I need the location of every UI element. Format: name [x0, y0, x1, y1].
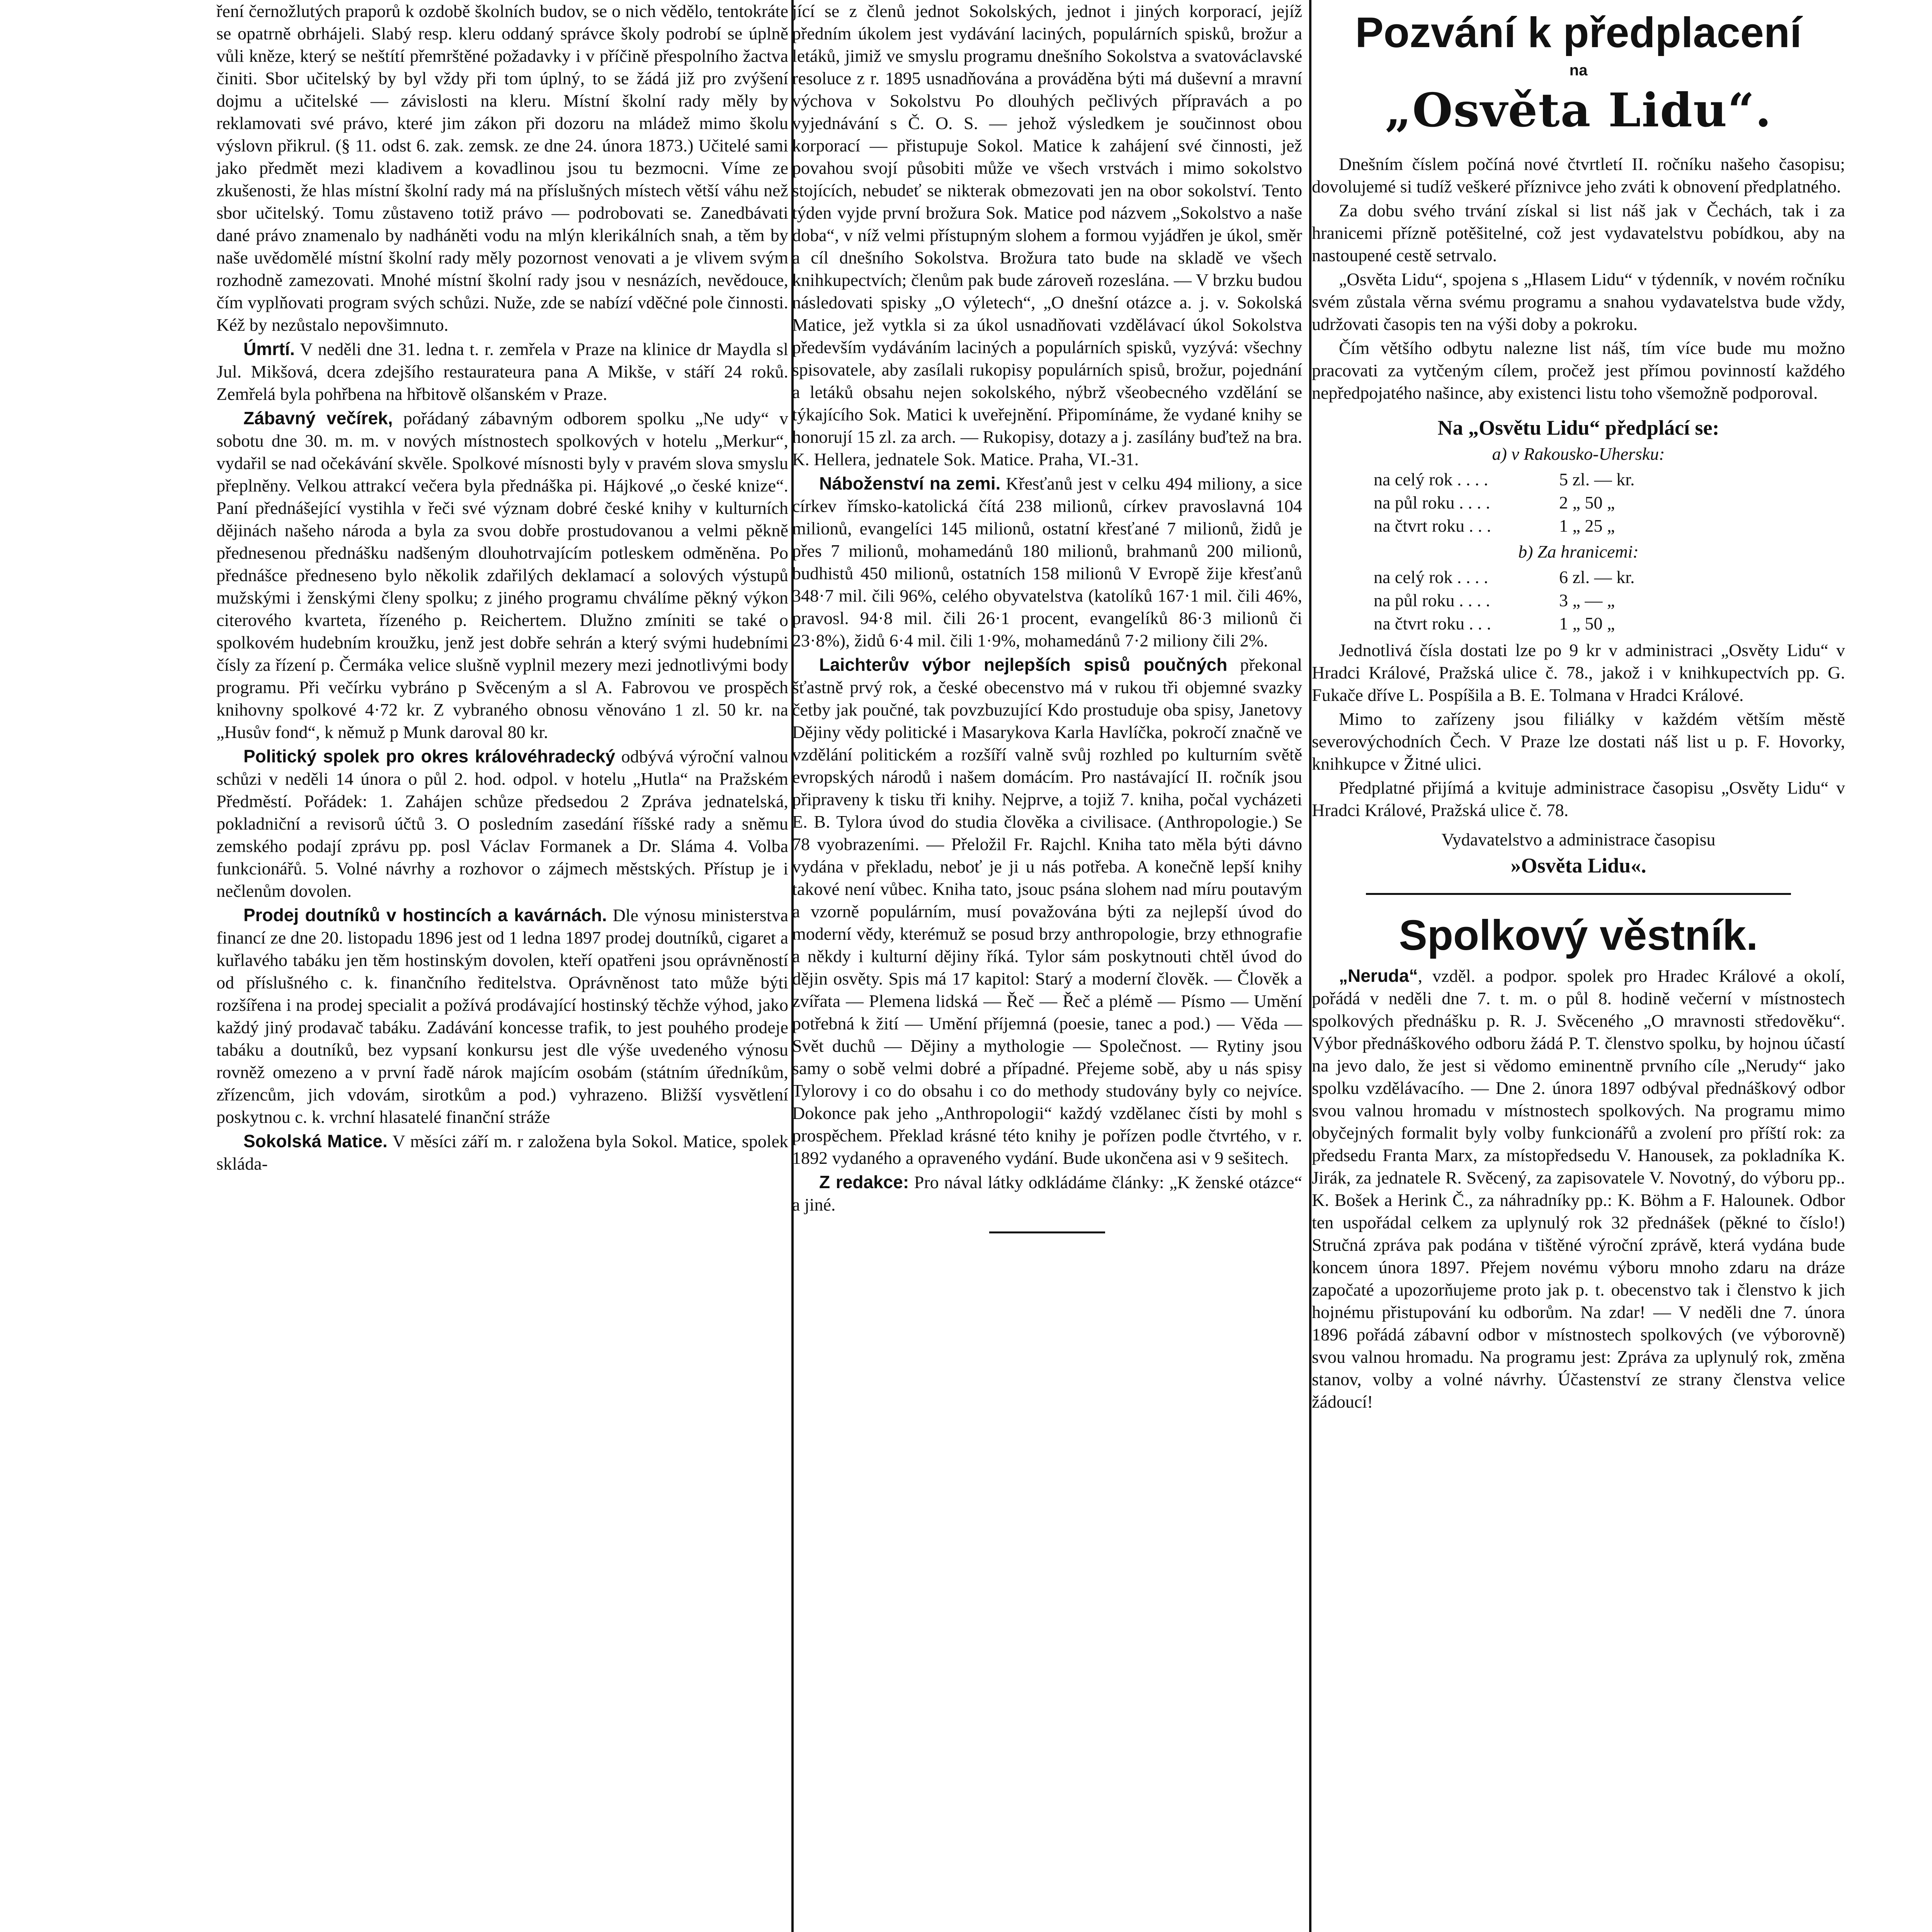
heading-laichter: Laichterův výbor nejlepších spisů poučných: [819, 655, 1228, 675]
article-vecirek: [216, 407, 788, 743]
heading-spolek: Politický spolek pro okres královéhradecký: [243, 746, 616, 766]
price-value: 2 „ 50 „: [1559, 493, 1615, 512]
price-row: [1312, 566, 1845, 589]
heading-neruda: „Neruda“: [1339, 966, 1418, 986]
article-umrti: [216, 338, 788, 405]
heading-redakce: Z redakce:: [819, 1172, 909, 1192]
price-list-abroad: [1312, 566, 1845, 635]
price-row: [1312, 514, 1845, 537]
price-row: [1312, 612, 1845, 635]
article-matice-continued: jící se z členů jednot Sokolských, jednot i jiných korporací, jejíž předním úkolem jest vydávání laciných, populárních spisků, brožur a letáků, jimiž ve smyslu programu dnešního Sokolstva a svatováclavské resoluce z r. 1895 usnadňována a prováděna býti má duševní a mravní výchova v Sokolstvu Po dlouhých pečlivých přípravách a po vyjednávání s Č. O. S. — jehož výsledkem je součinnost obou korporací — přistupuje Sokol. Matice k zahájení své činnosti, jež povahou svojí působiti může ve všech vrstvách i mimo sokolstvo stojících, nebudeť se nikterak obmezovati jen na obor sokolství. Tento týden vyjde první brožura Sok. Matice pod názvem „Sokolstvo a naše doba“, v níž velmi přístupným slohem a formou vyjádřen je úkol, směr a cíl dnešního Sokolstva. Brožura tato bude na skladě ve všech knihkupectvích; členům pak bude zároveň rozeslána. — V brzku budou následovati spisky „O výletech“, „O dnešní otázce a. j. v. Sokolská Matice, jež vytkla si za úkol usnadňovati vzdělávací úkol Sokolstva především vydáváním laciných a populárních spisků, vyzývá: všechny spisovatele, aby zasílali rukopisy populárních spisů, brožur, pojednání a letáků obsahu nejen sokolského, nýbrž všeobecného vzdělání se týkajícího Sok. Matici k uveřejnění. Připomínáme, že vydané knihy se honorují 15 zl. za arch. — Rukopisy, dotazy a j. zasílány buďtež na bra. K. Hellera, jednatele Sok. Matice. Praha, VI.-31.: [792, 1, 1302, 469]
publisher-name: »Osvěta Lidu«.: [1510, 854, 1646, 877]
text-nabozenstvi: Křesťanů jest v celku 494 miliony, a sice církev římsko-katolická čítá 238 milionů, církev pravoslavná 104 milionů, evangelíci 145 milionů, ostatní křesťané 7 milionů, židů je přes 7 milionů, mohamedánů 180 milionů, brahmanů 200 milionů, budhistů 450 milionů, ostatních 158 milionů V Evropě žije křesťanů 348·7 mil. čili 96%, celého obyvatelstva (katolíků 167·1 mil. čili 46%, pravosl. 94·8 mil. čili 26·1 procent, evangelíků 86·3 milionů či 23·8%), židů 6·4 mil. čili 1·9%, mohamedánů 7·2 miliony čili 2%.: [792, 474, 1302, 650]
heading-umrti: Úmrtí.: [243, 339, 295, 359]
price-label: na půl roku . . . .: [1374, 493, 1490, 512]
text-neruda: , vzděl. a podpor. spolek pro Hradec Králové a okolí, pořádá v neděli dne 7. t. m. o půl 8. hodině večerní v místnostech spolkových přednášku p. R. J. Svěceného „O mravnosti středověku“. Výbor přednáškového odboru žádá P. T. členstvo spolku, by hojnou účastí na jevo dalo, že jest si vědomo eminentně prvního cíle „Nerudy“ jako spolku vzdělávacího. — Dne 2. února 1897 odbýval přednáškový odbor svou valnou hromadu v místnostech spolkových. Na programu mimo obyčejných formalit byly volby funkcionářů a zvolení pro příští rok: za předsedu Franta Marx, za místopředsedu V. Hanousek, za pokladníka K. Jirák, za jednatele R. Svěcený, za zapisovatele V. Novotný, do výboru pp.. K. Bošek a Herink Č., za náhradníky pp.: K. Böhm a F. Halounek. Odbor ten uspořádal celkem za uplynulý rok 32 přednášek (pěkné to číslo!) Stručná zpráva pak podána v tištěné výroční zprávě, která vydána bude koncem února 1897. Přejem novému výboru mnoho zdaru na dráze započaté a upozorňujeme proto jak p. t. obecenstvo tak i členstvo k jich hojnému přistupování ku odborům. Na zdar! — V neděli dne 7. února 1896 pořádá zábavní odbor v místnostech spolkových (ve výborovně) svou valnou hromadu. Na programu jest: Zpráva za uplynulý rok, změna stanov, volby a volné návrhy. Účastenství ze strany členstva velice žádoucí!: [1312, 966, 1845, 1412]
text-spolek: odbývá výroční valnou schůzi v neděli 14 února o půl 2. hod. odpol. v hotelu „Hutla“ na Pražském Předměstí. Pořádek: 1. Zahájen schůze předsedou 2 Zpráva jednatelská, pokladniční a revisorů účtů 3. O posledním zasedání říšské rady a sněmu zemského podají zprávu pp. posl Václav Formanek a Dr. Sláma 4. Volba funkcionářů. 5. Volné návrhy a rozhovor o zájmech městských. Přístup je i nečlenům dovolen.: [216, 747, 789, 901]
heading-vestnik: Spolkový věstník.: [1399, 912, 1758, 959]
article-nabozenstvi: [792, 472, 1302, 652]
column-middle: [792, 0, 1302, 1249]
publisher-line: Vydavatelstvo a administrace časopisu: [1441, 830, 1716, 849]
price-row: [1312, 589, 1845, 612]
price-value: 3 „ — „: [1559, 590, 1615, 610]
price-label: na půl roku . . . .: [1374, 590, 1490, 610]
price-value: 6 zl. — kr.: [1559, 567, 1635, 587]
invitation-paragraph: „Osvěta Lidu“, spojena s „Hlasem Lidu“ v týdenník, v novém ročníku svém zůstala věrna svému programu a snahou vydavatelstva bude vždy, udržovati časopis ten na výši doby a pokroku.: [1312, 269, 1845, 334]
article-doutniky: [216, 904, 788, 1128]
invitation-paragraph: Jednotlivá čísla dostati lze po 9 kr v administraci „Osvěty Lidu“ v Hradci Králové, Pražská ulice č. 78., jakož i v knihkupectvích pp. G. Fukače dříve L. Pospíšila a B. E. Tolmana v Hradci Králové.: [1312, 640, 1845, 705]
heading-vecirek: Zábavný večírek,: [243, 408, 393, 428]
text-umrti: V neděli dne 31. ledna t. r. zemřela v Praze na klinice dr Maydla sl Jul. Mikšová, dcera zdejšího restaurateura pana A Mikše, v stáří 24 roků. Zemřelá byla pohřbena na hřbitově olšanském v Praze.: [216, 339, 789, 404]
price-row: [1312, 491, 1845, 514]
column-right: [1312, 0, 1845, 1415]
heading-matice: Sokolská Matice.: [243, 1131, 388, 1151]
price-value: 1 „ 50 „: [1559, 614, 1615, 633]
text-vecirek: pořádaný zábavným odborem spolku „Ne udy“ v sobotu dne 30. m. m. v nových místnostech spolkových v hotelu „Merkur“, vydařil se nad očekávání skvěle. Spolkové mísnosti byly v pravém slova smyslu přeplněny. Velkou attrakcí večera byla přednáška pi. Hájkové „o české knize“. Paní přednášející vystihla v řeči své význam dobré české knihy v kulturních dějinách našeho národa a byla za svou dobře prostudovanou a velmi pěkně přednesenou přednášku nadšeným dlouhotrvajícím potleskem odměněna. Po přednášce předneseno bylo několik zdařilých deklamací a solových výstupů mužskými i ženskými členy spolku; z jiného programu chválíme pěkný výkon citerového kvarteta, řízeného p. Reichertem. Dlužno zmíniti se také o spolkovém hudebním kroužku, jenž jest dobře sehrán a který svými hudebními čísly za řízení p. Čermáka velice slušně vyplnil mezery mezi jednotlivými body programu. Při večírku vybráno p Svěceným a sl A. Fabrovou ve prospěch knihovny spolkové 4·72 kr. Z vybraného obnosu věnováno 1 zl. 50 kr. na „Husův fond“, k němuž p Munk daroval 80 kr.: [216, 408, 788, 742]
price-value: 1 „ 25 „: [1559, 516, 1615, 536]
article-redakce: [792, 1171, 1302, 1216]
subscription-heading: Na „Osvětu Lidu“ předplácí se:: [1437, 416, 1719, 439]
invitation-paragraph: Čím většího odbytu nalezne list náš, tím více bude mu možno pracovati za vytčeným cílem, pročež jest přímou povinností každého nepředpojatého našince, aby existenci listu toho všemožně podporoval.: [1312, 338, 1845, 403]
divider-line: [1366, 893, 1791, 895]
column-left: [216, 0, 788, 1177]
masthead-title: „Osvěta Lidu“.: [1384, 83, 1772, 138]
price-row: [1312, 468, 1845, 491]
article-spolek: [216, 745, 788, 902]
article-matice: [216, 1130, 788, 1175]
price-label: na celý rok . . . .: [1374, 469, 1488, 489]
heading-doutniky: Prodej doutníků v hostincích a kavárnách.: [243, 905, 607, 925]
price-value: 5 zl. — kr.: [1559, 469, 1635, 489]
column-divider: [1309, 0, 1311, 1932]
invitation-paragraph: Předplatné přijímá a kvituje administrace časopisu „Osvěty Lidu“ v Hradci Králové, Pražská ulice č. 78.: [1312, 778, 1845, 820]
price-label: na celý rok . . . .: [1374, 567, 1488, 587]
text-doutniky: Dle výnosu ministerstva financí ze dne 20. listopadu 1896 jest od 1 ledna 1897 prodej doutníků, cigaret a kuřlavého tabáku jen těm hostinským dovolen, kteří opatřeni jsou oprávněností od příslušného c. k. finančního ředitelstva. Oprávněnost tato může býti rozšířena i na prodej specialit a požívá prodávající hostinský těchže výhod, jako každý jiný prodavač tabáku. Zadávání koncesse trafik, to jest pouhého prodeje tabáku a doutníků, bez vypsaní konkursu jest dle výše uvedeného výnosu rovněž omezeno a v první řadě nárok majícím osobám (státním úředníkům, zřízencům, jich vdovám, sirotkům a pod.) vyhrazeno. Bližší vysvětlení poskytnou c. k. vrchní hlasatelé finanční stráže: [216, 905, 788, 1127]
text-laichter: překonal šťastně prvý rok, a české obecenstvo má v rukou tři objemné svazky četby jak poučné, tak povzbuzující Kdo prostuduje oba spisy, Janetovy Dějiny vědy politické i Masarykova Karla Havlíčka, pokročí značně ve vzdělání politickém a rozšíří valně svůj rozhled po kulturním světě evropských národů i našem domácím. Pro nastávající II. ročník jsou připraveny k tisku tři knihy. Nejprve, a tojiž 7. kniha, počal vycházeti E. B. Tylora úvod do studia člověka a civilisace. (Anthropologie.) Se 78 vyobrazeními. — Přeložil Fr. Rajchl. Kniha tato měla býti dávno vydána v překladu, neboť je ji u nás potřeba. A konečně lepší knihy takové není vůbec. Kniha tato, jsouc psána slohem nad míru poutavým a vzorně populárním, musí považována býti za nejlepší úvod do moderní vědy, kterémuž se posud brzy anthropologie, brzy ethnografie a někdy i kulturní dějiny říká. Tylor sám poskytnouti chtěl úvod do dějin osvěty. Spis má 17 kapitol: Starý a moderní člověk. — Člověk a zvířata — Plemena lidská — Řeč — Řeč a plémě — Písmo — Umění potřebná k žití — Umění příjemná (poesie, tanec a pod.) — Věda — Svět duchů — Dějiny a mythologie — Společnost. — Rytiny jsou samy o sobě velmi dobré a případné. Přejeme sobě, aby u nás spisy Tylorovy i co do obsahu i co do methody studovány byly co nejvíce. Dokonce pak jeho „Anthropologii“ každý vzdělanec čísti by mohl s prospěchem. Překlad krásné této knihy je pořízen podle čtvrtého, v r. 1892 vydaného a opraveného vydání. Bude ukončena asi v 9 sešitech.: [792, 655, 1303, 1168]
text-matice: V měsíci září m. r založena byla Sokol. Matice, spolek skláda-: [216, 1131, 789, 1173]
article-laichter: [792, 653, 1302, 1169]
price-label: na čtvrt roku . . .: [1374, 614, 1492, 633]
price-list-domestic: [1312, 468, 1845, 537]
invitation-paragraph: Dnešním číslem počíná nové čtvrtletí II. ročníku našeho časopisu; dovolujemé si tudíž veškeré příznivce jeho zváti k obnovení předplatného.: [1312, 154, 1845, 196]
divider-line: [989, 1231, 1105, 1233]
article-continued: ření černožlutých praporů k ozdobě školních budov, se o nich vědělo, tentokráte se opatrně obrhájeli. Slabý resp. kleru oddaný správce školy podrobí se úplně vůli kněze, který se neštítí přemrštěné požadavky i v příčině přespolního žactva činiti. Sbor učitelský by byl vždy při tom úplný, to se žádá již pro zvýšení dojmu a učitelské — závislosti na kleru. Místní školní rady měly by reklamovati své právo, které jim zákon při dozoru na mládež mimo školu výslovn přikrul. (§ 11. odst 6. zak. zemsk. ze dne 24. února 1873.) Učitelé sami jako předmět mezi kladivem a kovadlinou jsou tu bezmocni. Víme ze zkušenosti, že hlas místní školní rady má na příslušných místech větší váhu než sbor učitelský. Tomu zůstaveno totiž právo — podrobovati se. Zanedbávati dané právo znamenalo by nadháněti vodu na mlýn klerikálních snah, a těm by naše uvědomělé místní školní rady měly pozornost venovati a je vlivem svým rozhodně zamezovati. Mnohé místní školní rady jsou v nesnázích, nevědouce, čím vyplňovati program svých schůzi. Nuže, zde se nabízí vděčné pole činnosti. Kéž by nezůstalo nepovšimnuto.: [216, 1, 788, 335]
invitation-paragraph: Mimo to zařízeny jsou filiálky v každém větším městě severovýchodních Čech. V Praze lze dostati náš list u p. F. Hovorky, knihkupce v Žitné ulici.: [1312, 709, 1845, 774]
heading-nabozenstvi: Náboženství na zemi.: [819, 473, 1001, 493]
heading-na: na: [1569, 62, 1588, 79]
price-label: na čtvrt roku . . .: [1374, 516, 1492, 536]
subscription-subheading-domestic: a) v Rakousko-Uhersku:: [1492, 444, 1665, 464]
heading-invitation: Pozvání k předplacení: [1355, 9, 1802, 56]
subscription-subheading-abroad: b) Za hranicemi:: [1518, 542, 1639, 561]
article-neruda: [1312, 964, 1845, 1413]
text-redakce: Pro nával látky odkládáme články: „K ženské otázce“ a jiné.: [792, 1172, 1302, 1214]
invitation-paragraph: Za dobu svého trvání získal si list náš jak v Čechách, tak i za hranicemi přízně potěšitelné, což jest vydavatelstvu pobídkou, aby na nastoupené cestě setrvalo.: [1312, 201, 1845, 265]
